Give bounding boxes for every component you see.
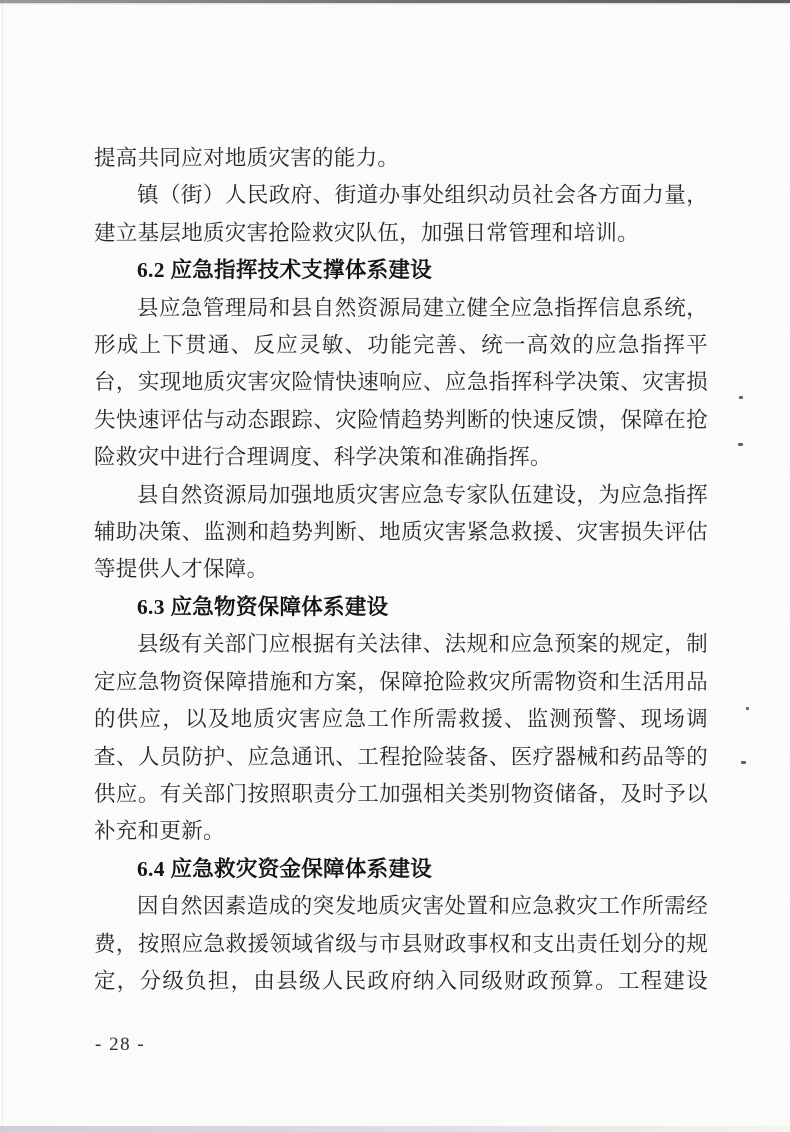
scan-edge-bottom [0, 1126, 790, 1132]
paragraph: 县应急管理局和县自然资源局建立健全应急指挥信息系统，形成上下贯通、反应灵敏、功能完善、统一高效的应急指挥平台，实现地质灾害灾险情快速响应、应急指挥科学决策、灾害损失快速评估与动态跟踪、灾险情趋势判断的快速反馈，保障在抢险救灾中进行合理调度、科学决策和准确指挥。 [94, 295, 708, 470]
paragraph: 提高共同应对地质灾害的能力。 [94, 146, 400, 170]
paragraph: 镇（街）人民政府、街道办事处组织动员社会各方面力量，建立基层地质灾害抢险救灾队伍，加强日常管理和培训。 [94, 183, 708, 245]
scan-speck [746, 707, 749, 710]
page-number: - 28 - [95, 1034, 146, 1055]
scan-speck [738, 443, 743, 446]
scan-speck [739, 396, 743, 399]
paragraph: 县自然资源局加强地质灾害应急专家队伍建设，为应急指挥辅助决策、监测和趋势判断、地质灾害紧急救援、灾害损失评估等提供人才保障。 [94, 482, 708, 582]
section-heading: 6.4 应急救灾资金保障体系建设 [137, 856, 433, 881]
scan-edge-top-shadow [0, 3, 790, 5]
section-heading: 6.3 应急物资保障体系建设 [137, 594, 389, 619]
document-body [94, 140, 708, 1000]
paragraph: 因自然因素造成的突发地质灾害处置和应急救灾工作所需经费，按照应急救援领域省级与市县财政事权和支出责任划分的规定，分级负担，由县级人民政府纳入同级财政预算。工程建设 [94, 894, 708, 993]
paragraph: 县级有关部门应根据有关法律、法规和应急预案的规定，制定应急物资保障措施和方案，保障抢险救灾所需物资和生活用品的供应，以及地质灾害应急工作所需救援、监测预警、现场调查、人员防护、应急通讯、工程抢险装备、医疗器械和药品等的供应。有关部门按照职责分工加强相关类别物资储备，及时予以补充和更新。 [94, 632, 708, 844]
scan-edge-left [2, 0, 3, 1132]
scan-speck [741, 761, 746, 764]
section-heading: 6.2 应急指挥技术支撑体系建设 [137, 258, 433, 283]
